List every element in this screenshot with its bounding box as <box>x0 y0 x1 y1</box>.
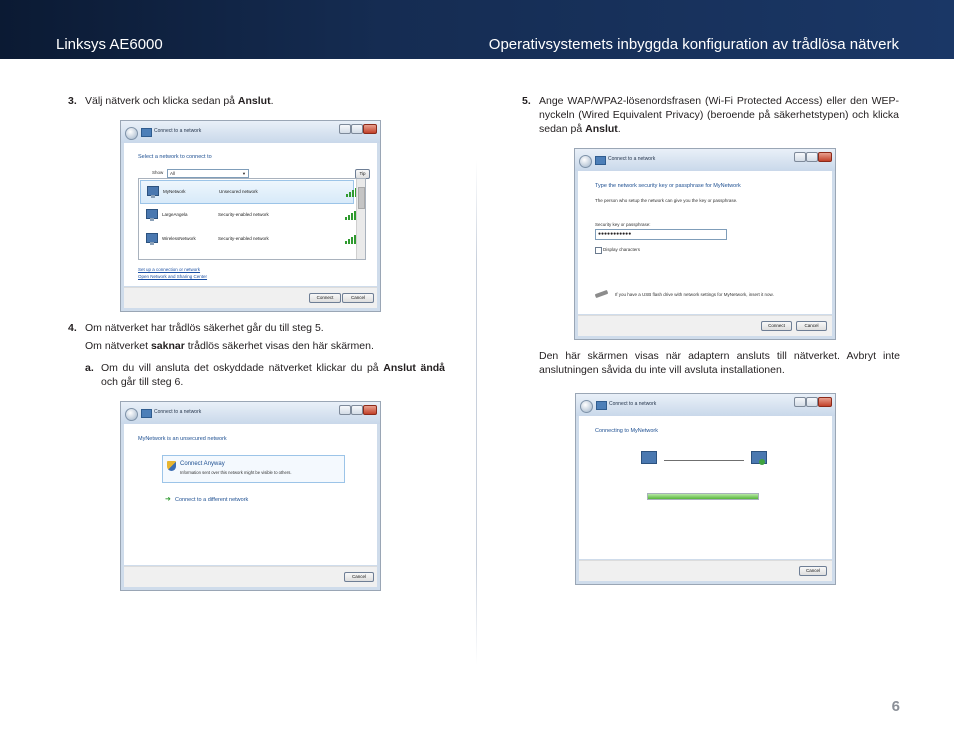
dialog-footer <box>579 560 832 581</box>
dialog-footer <box>124 287 377 308</box>
minimize-button[interactable] <box>794 397 806 407</box>
connect-different-network-link[interactable]: Connect to a different network <box>175 497 249 503</box>
network-icon <box>595 156 606 165</box>
dialog-heading: Connecting to MyNetwork <box>595 428 658 434</box>
cancel-button[interactable]: Cancel <box>799 566 827 576</box>
close-button[interactable] <box>363 124 377 134</box>
setup-connection-link[interactable]: Set up a connection or network <box>138 267 201 272</box>
connect-button[interactable]: Connect <box>309 293 341 303</box>
show-dropdown[interactable] <box>167 169 249 178</box>
dialog-body <box>124 143 377 286</box>
maximize-button[interactable] <box>806 397 818 407</box>
computer-icon <box>146 233 158 243</box>
usb-note: If you have a USB flash drive with network settings for MyNetwork, insert it now. <box>615 292 774 297</box>
connect-anyway-option[interactable] <box>162 455 345 483</box>
dialog-body <box>578 171 832 314</box>
step-text-part: . <box>270 95 274 107</box>
dialog-footer <box>578 315 832 336</box>
minimize-button[interactable] <box>794 152 806 162</box>
connecting-dialog <box>575 393 836 585</box>
list-scrollbar[interactable] <box>356 179 365 259</box>
back-arrow-icon[interactable] <box>125 408 138 421</box>
step-number: 4. <box>68 322 77 334</box>
step-text <box>85 94 445 108</box>
show-label: Show <box>152 170 164 175</box>
cancel-button[interactable]: Cancel <box>796 321 827 331</box>
substep-text <box>101 361 445 389</box>
step-text <box>539 94 899 136</box>
network-list <box>138 178 366 260</box>
step-text-part: Ange WAP/WPA2-lösenordsfrasen (Wi-Fi Protected Access) eller den WEP-nyckeln (Wired Equivalent Privacy) (beroende på säkerhetstypen) och klicka sedan på <box>539 95 899 135</box>
back-arrow-icon[interactable] <box>579 155 592 168</box>
step-5 <box>522 94 900 138</box>
network-icon <box>596 401 607 410</box>
title-bar <box>121 402 380 424</box>
network-name: WirelessNetwork <box>162 236 196 241</box>
dialog-heading: Type the network security key or passphrase for MyNetwork <box>595 183 741 189</box>
title-bar <box>576 394 835 416</box>
network-security: Unsecured network <box>219 189 258 194</box>
step-text-part: . <box>617 123 621 135</box>
connection-line <box>664 460 744 461</box>
dialog-footer <box>124 566 377 587</box>
progress-fill <box>648 494 758 499</box>
back-arrow-icon[interactable] <box>580 400 593 413</box>
connect-button[interactable]: Connect <box>761 321 792 331</box>
checkbox-label: Display characters <box>603 247 641 252</box>
title-bar <box>121 121 380 143</box>
usb-drive-icon <box>595 290 609 298</box>
step-text-part: och går till steg 6. <box>101 376 184 388</box>
window-title: Connect to a network <box>154 128 202 134</box>
column-divider <box>476 160 477 665</box>
window-title: Connect to a network <box>154 409 202 415</box>
note-text: Den här skärmen visas när adaptern ansluts till nätverket. Avbryt inte anslutningen såvida du inte vill avsluta installationen. <box>539 350 900 376</box>
dialog-subtext: The person who setup the network can give you the key or passphrase. <box>595 198 738 203</box>
page-header <box>0 0 954 59</box>
network-icon <box>141 409 152 418</box>
security-key-input[interactable] <box>595 229 727 240</box>
substep-letter: a. <box>85 362 94 374</box>
dialog-body <box>579 416 832 559</box>
network-row[interactable] <box>140 204 352 226</box>
step-number: 3. <box>68 95 77 107</box>
product-name: Linksys AE6000 <box>56 36 163 53</box>
network-row[interactable] <box>140 180 354 204</box>
network-security: Security-enabled network <box>218 236 269 241</box>
option-description: Information sent over this network might be visible to others. <box>180 470 292 475</box>
title-bar <box>575 149 835 171</box>
step-text: Om nätverket har trådlös säkerhet går du till steg 5. <box>85 322 324 334</box>
step-4 <box>68 321 448 391</box>
back-arrow-icon[interactable] <box>125 127 138 140</box>
arrow-right-icon: ➜ <box>165 496 171 503</box>
cancel-button[interactable]: Cancel <box>342 293 374 303</box>
unsecured-network-dialog <box>120 401 381 591</box>
network-security: Security-enabled network <box>218 212 269 217</box>
step-text-line2 <box>85 339 445 353</box>
option-title: Connect Anyway <box>180 461 225 467</box>
dialog-heading: MyNetwork is an unsecured network <box>138 436 227 442</box>
step-3 <box>68 94 448 110</box>
maximize-button[interactable] <box>806 152 818 162</box>
page-number: 6 <box>891 698 900 715</box>
globe-icon <box>759 459 765 465</box>
maximize-button[interactable] <box>351 405 363 415</box>
security-key-value: ●●●●●●●●●●● <box>598 231 632 237</box>
dialog-body <box>124 424 377 565</box>
dialog-heading: Select a network to connect to <box>138 154 212 160</box>
step-number: 5. <box>522 95 531 107</box>
network-name: MyNetwork <box>163 189 186 194</box>
chevron-down-icon: ▼ <box>242 171 246 176</box>
step-text-part: Om nätverket <box>85 340 151 352</box>
display-characters-checkbox[interactable] <box>595 247 602 254</box>
section-title: Operativsystemets inbyggda konfiguration av trådlösa nätverk <box>488 36 899 53</box>
step-text-part: trådlös säkerhet visas den här skärmen. <box>184 340 374 352</box>
step-bold: Anslut <box>237 95 271 107</box>
step-text-part: Om du vill ansluta det oskyddade nätverket klickar du på <box>101 362 384 374</box>
network-name: LargeAngela <box>162 212 188 217</box>
step-text-part: Välj nätverk och klicka sedan på <box>85 95 238 107</box>
network-row[interactable] <box>140 228 352 250</box>
close-button[interactable] <box>818 152 832 162</box>
security-key-dialog <box>574 148 836 340</box>
select-network-dialog <box>120 120 381 312</box>
computer-icon <box>147 186 159 196</box>
cancel-button[interactable]: Cancel <box>344 572 374 582</box>
window-title: Connect to a network <box>609 401 657 407</box>
window-title: Connect to a network <box>608 156 656 162</box>
show-dropdown-value: All <box>170 171 176 176</box>
step-bold: Anslut ändå <box>383 362 445 374</box>
maximize-button[interactable] <box>351 124 363 134</box>
connecting-note <box>539 349 900 379</box>
connection-progress-bar <box>647 493 759 500</box>
minimize-button[interactable] <box>339 405 351 415</box>
computer-icon <box>146 209 158 219</box>
shield-warning-icon <box>167 461 176 471</box>
computer-icon <box>641 451 657 464</box>
refresh-button[interactable]: Tip <box>355 169 370 179</box>
close-button[interactable] <box>363 405 377 415</box>
minimize-button[interactable] <box>339 124 351 134</box>
network-center-link[interactable]: Open Network and Sharing Center <box>138 274 208 279</box>
scrollbar-thumb[interactable] <box>358 187 365 209</box>
step-bold: saknar <box>150 340 185 352</box>
network-icon <box>141 128 152 137</box>
close-button[interactable] <box>818 397 832 407</box>
field-label: Security key or passphrase: <box>595 222 651 227</box>
step-bold: Anslut <box>585 123 618 135</box>
